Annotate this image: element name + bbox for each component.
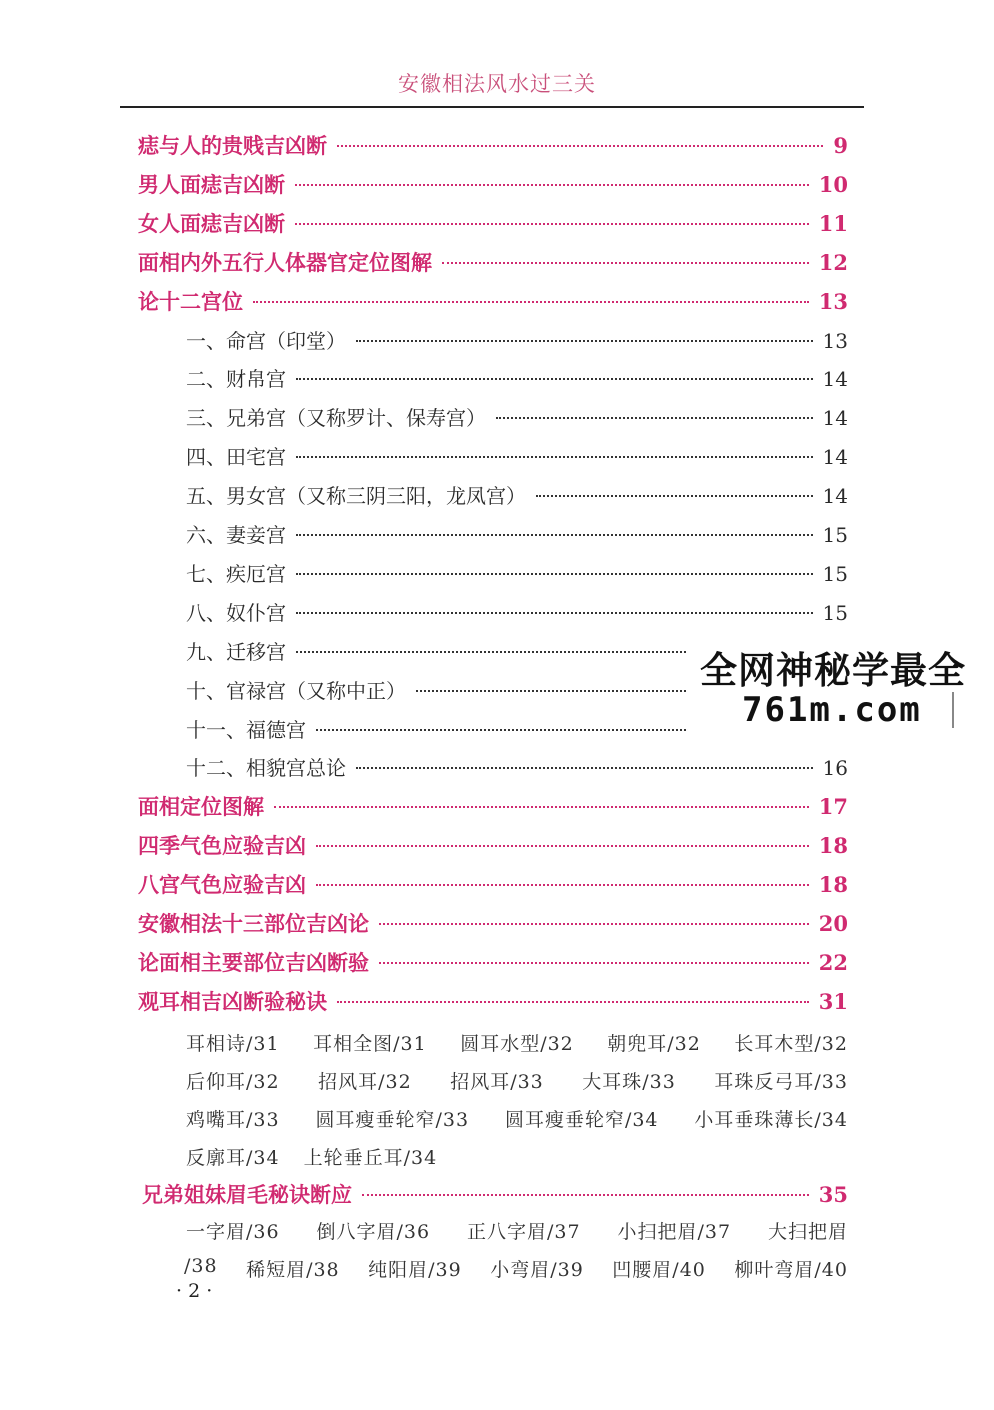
toc-entry-page: 16	[822, 756, 848, 781]
inline-item[interactable]: 倒八字眉/36	[316, 1220, 431, 1243]
toc-entry-title: 四季气色应验吉凶	[138, 833, 306, 859]
toc-entry-title: 男人面痣吉凶断	[138, 171, 285, 197]
toc-entry[interactable]	[186, 636, 696, 665]
toc-dot-leader	[536, 495, 813, 497]
toc-entry-title: 三、兄弟宫（又称罗计、保寿宫）	[186, 406, 486, 431]
toc-entry-page: 13	[822, 328, 848, 353]
toc-dot-leader	[296, 534, 813, 536]
watermark-line1: 全网神秘学最全	[700, 649, 966, 692]
toc-entry[interactable]	[138, 208, 848, 238]
inline-item[interactable]: 鸡嘴耳/33	[186, 1108, 280, 1131]
inline-item-line	[186, 1067, 848, 1094]
toc-entry-page: 14	[822, 367, 848, 392]
toc-dot-leader	[356, 767, 813, 769]
toc-entry-title: 面相内外五行人体器官定位图解	[138, 249, 432, 275]
toc-entry-title: 女人面痣吉凶断	[138, 210, 285, 236]
toc-entry[interactable]	[186, 558, 848, 587]
toc-dot-leader	[296, 378, 813, 380]
toc-dot-leader	[295, 184, 809, 186]
toc-entry-page: 14	[822, 406, 848, 431]
toc-dot-leader	[296, 651, 686, 653]
inline-item[interactable]: 圆耳瘦垂轮窄/33	[315, 1108, 470, 1131]
toc-dot-leader	[496, 417, 813, 419]
running-header: 安徽相法风水过三关	[398, 72, 596, 96]
toc-entry[interactable]	[186, 402, 848, 431]
toc-dot-leader	[316, 845, 809, 847]
toc-entry[interactable]	[138, 169, 848, 199]
toc-entry-page: 9	[833, 133, 848, 158]
toc-entry[interactable]	[138, 908, 848, 938]
toc-entry-title: 论面相主要部位吉凶断验	[138, 949, 369, 975]
toc-dot-leader	[416, 690, 686, 692]
toc-entry[interactable]	[138, 247, 848, 277]
toc-dot-leader	[274, 806, 809, 808]
toc-dot-leader	[296, 573, 813, 575]
toc-entry-title: 八、奴仆宫	[186, 600, 286, 625]
inline-item[interactable]: 纯阳眉/39	[368, 1258, 462, 1281]
toc-entry[interactable]	[138, 830, 848, 860]
toc-dot-leader	[296, 612, 813, 614]
toc-dot-leader	[337, 1001, 809, 1003]
toc-entry[interactable]	[186, 597, 848, 626]
toc-entry-page: 17	[818, 794, 848, 820]
toc-entry-title: 一、命宫（印堂）	[186, 328, 346, 353]
toc-entry-page: 12	[818, 249, 848, 275]
toc-entry-title: 安徽相法十三部位吉凶论	[138, 911, 369, 936]
toc-entry[interactable]	[186, 752, 848, 781]
toc-entry-page: 15	[822, 561, 848, 586]
inline-item[interactable]: 后仰耳/32	[186, 1070, 280, 1093]
toc-entry-page: 14	[822, 484, 848, 509]
toc-dot-leader	[316, 729, 686, 731]
toc-entry[interactable]	[186, 675, 696, 704]
toc-entry-title: 痣与人的贵贱吉凶断	[138, 133, 327, 158]
toc-entry-title: 十一、福德宫	[186, 717, 306, 742]
inline-item[interactable]: 耳相诗/31	[186, 1032, 280, 1055]
inline-item[interactable]: 耳相全图/31	[313, 1032, 427, 1055]
toc-entry-title: 八宫气色应验吉凶	[138, 872, 306, 898]
toc-entry-page: 10	[818, 171, 848, 197]
inline-item-line	[186, 1143, 848, 1170]
inline-item[interactable]: 大扫把眉	[767, 1220, 848, 1243]
toc-entry[interactable]	[186, 519, 848, 548]
toc-entry[interactable]	[138, 130, 848, 160]
inline-item[interactable]: 小弯眉/39	[490, 1258, 584, 1281]
toc-entry-title: 论十二宫位	[138, 288, 243, 314]
watermark-line2: 761m.com	[742, 690, 922, 730]
toc-entry-title: 观耳相吉凶断验秘诀	[138, 988, 327, 1014]
toc-dot-leader	[295, 223, 809, 225]
toc-entry[interactable]	[138, 791, 848, 821]
toc-dot-leader	[442, 262, 809, 264]
toc-entry-page: 20	[818, 911, 848, 936]
inline-item-line	[186, 1105, 848, 1132]
page-number: · 2 ·	[176, 1280, 213, 1302]
toc-entry-title: 七、疾厄宫	[186, 561, 286, 586]
toc-dot-leader	[337, 145, 823, 147]
inline-item[interactable]: /38	[184, 1254, 218, 1277]
inline-item[interactable]: 圆耳水型/32	[460, 1032, 574, 1055]
toc-entry-page: 14	[822, 445, 848, 470]
toc-entry-title: 五、男女宫（又称三阴三阳，龙凤宫）	[186, 484, 526, 509]
toc-dot-leader	[253, 301, 809, 303]
inline-item[interactable]: 招风耳/33	[450, 1070, 544, 1093]
toc-entry-brow[interactable]	[142, 1179, 848, 1209]
toc-entry-page: 13	[818, 288, 848, 314]
toc-entry-page: 22	[818, 949, 848, 975]
inline-item[interactable]: 凹腰眉/40	[612, 1258, 706, 1281]
toc-entry[interactable]	[138, 986, 848, 1016]
toc-entry[interactable]	[138, 286, 848, 316]
toc-entry-title: 兄弟姐妹眉毛秘诀断应	[142, 1181, 352, 1207]
toc-entry-title: 十二、相貌宫总论	[186, 756, 346, 781]
inline-item-line	[186, 1217, 848, 1244]
toc-entry[interactable]	[186, 441, 848, 470]
toc-entry-title: 二、财帛宫	[186, 367, 286, 392]
toc-dot-leader	[362, 1194, 809, 1196]
toc-entry[interactable]	[138, 869, 848, 899]
watermark-bar	[952, 692, 954, 728]
inline-item[interactable]: 小耳垂珠薄长/34	[694, 1108, 848, 1131]
inline-item[interactable]: 上轮垂丘耳/34	[303, 1146, 438, 1169]
toc-entry-title: 面相定位图解	[138, 794, 264, 820]
inline-item[interactable]: 一字眉/36	[186, 1220, 280, 1243]
inline-item[interactable]: 招风耳/32	[318, 1070, 412, 1093]
inline-item[interactable]: 耳珠反弓耳/33	[714, 1070, 848, 1093]
inline-item-line	[186, 1029, 848, 1056]
inline-item[interactable]: 长耳木型/32	[734, 1032, 848, 1055]
toc-dot-leader	[356, 340, 813, 342]
toc-entry[interactable]	[186, 325, 848, 354]
inline-item-line	[184, 1255, 848, 1282]
toc-entry-title: 四、田宅宫	[186, 445, 286, 470]
inline-item[interactable]: 稀短眉/38	[246, 1258, 340, 1281]
header-rule	[120, 106, 864, 108]
toc-dot-leader	[316, 884, 809, 886]
toc-entry-page: 35	[818, 1181, 848, 1207]
toc-entry[interactable]	[186, 480, 848, 509]
toc-entry-page: 15	[822, 600, 848, 625]
inline-item[interactable]: 大耳珠/33	[582, 1070, 676, 1093]
toc-entry-title: 六、妻妾宫	[186, 523, 286, 547]
inline-item[interactable]: 正八字眉/37	[466, 1220, 581, 1243]
toc-entry-title: 九、迁移宫	[186, 639, 286, 664]
toc-entry-page: 15	[822, 523, 848, 547]
toc-entry-title: 十、官禄宫（又称中正）	[186, 678, 406, 703]
inline-item[interactable]: 圆耳瘦垂轮窄/34	[504, 1108, 659, 1131]
inline-item[interactable]: 朝兜耳/32	[607, 1032, 701, 1055]
toc-entry[interactable]	[186, 363, 848, 392]
toc-entry-page: 18	[818, 833, 848, 859]
toc-entry[interactable]	[186, 714, 696, 743]
inline-item[interactable]: 小扫把眉/37	[617, 1220, 732, 1243]
toc-entry[interactable]	[138, 947, 848, 977]
toc-entry-page: 18	[818, 872, 848, 898]
inline-item[interactable]: 反廓耳/34	[186, 1146, 280, 1169]
toc-entry-page: 31	[818, 988, 848, 1014]
toc-entry-page: 11	[818, 210, 848, 236]
toc-dot-leader	[379, 923, 809, 925]
toc-dot-leader	[379, 962, 809, 964]
inline-item[interactable]: 柳叶弯眉/40	[734, 1258, 848, 1281]
toc-dot-leader	[296, 456, 813, 458]
